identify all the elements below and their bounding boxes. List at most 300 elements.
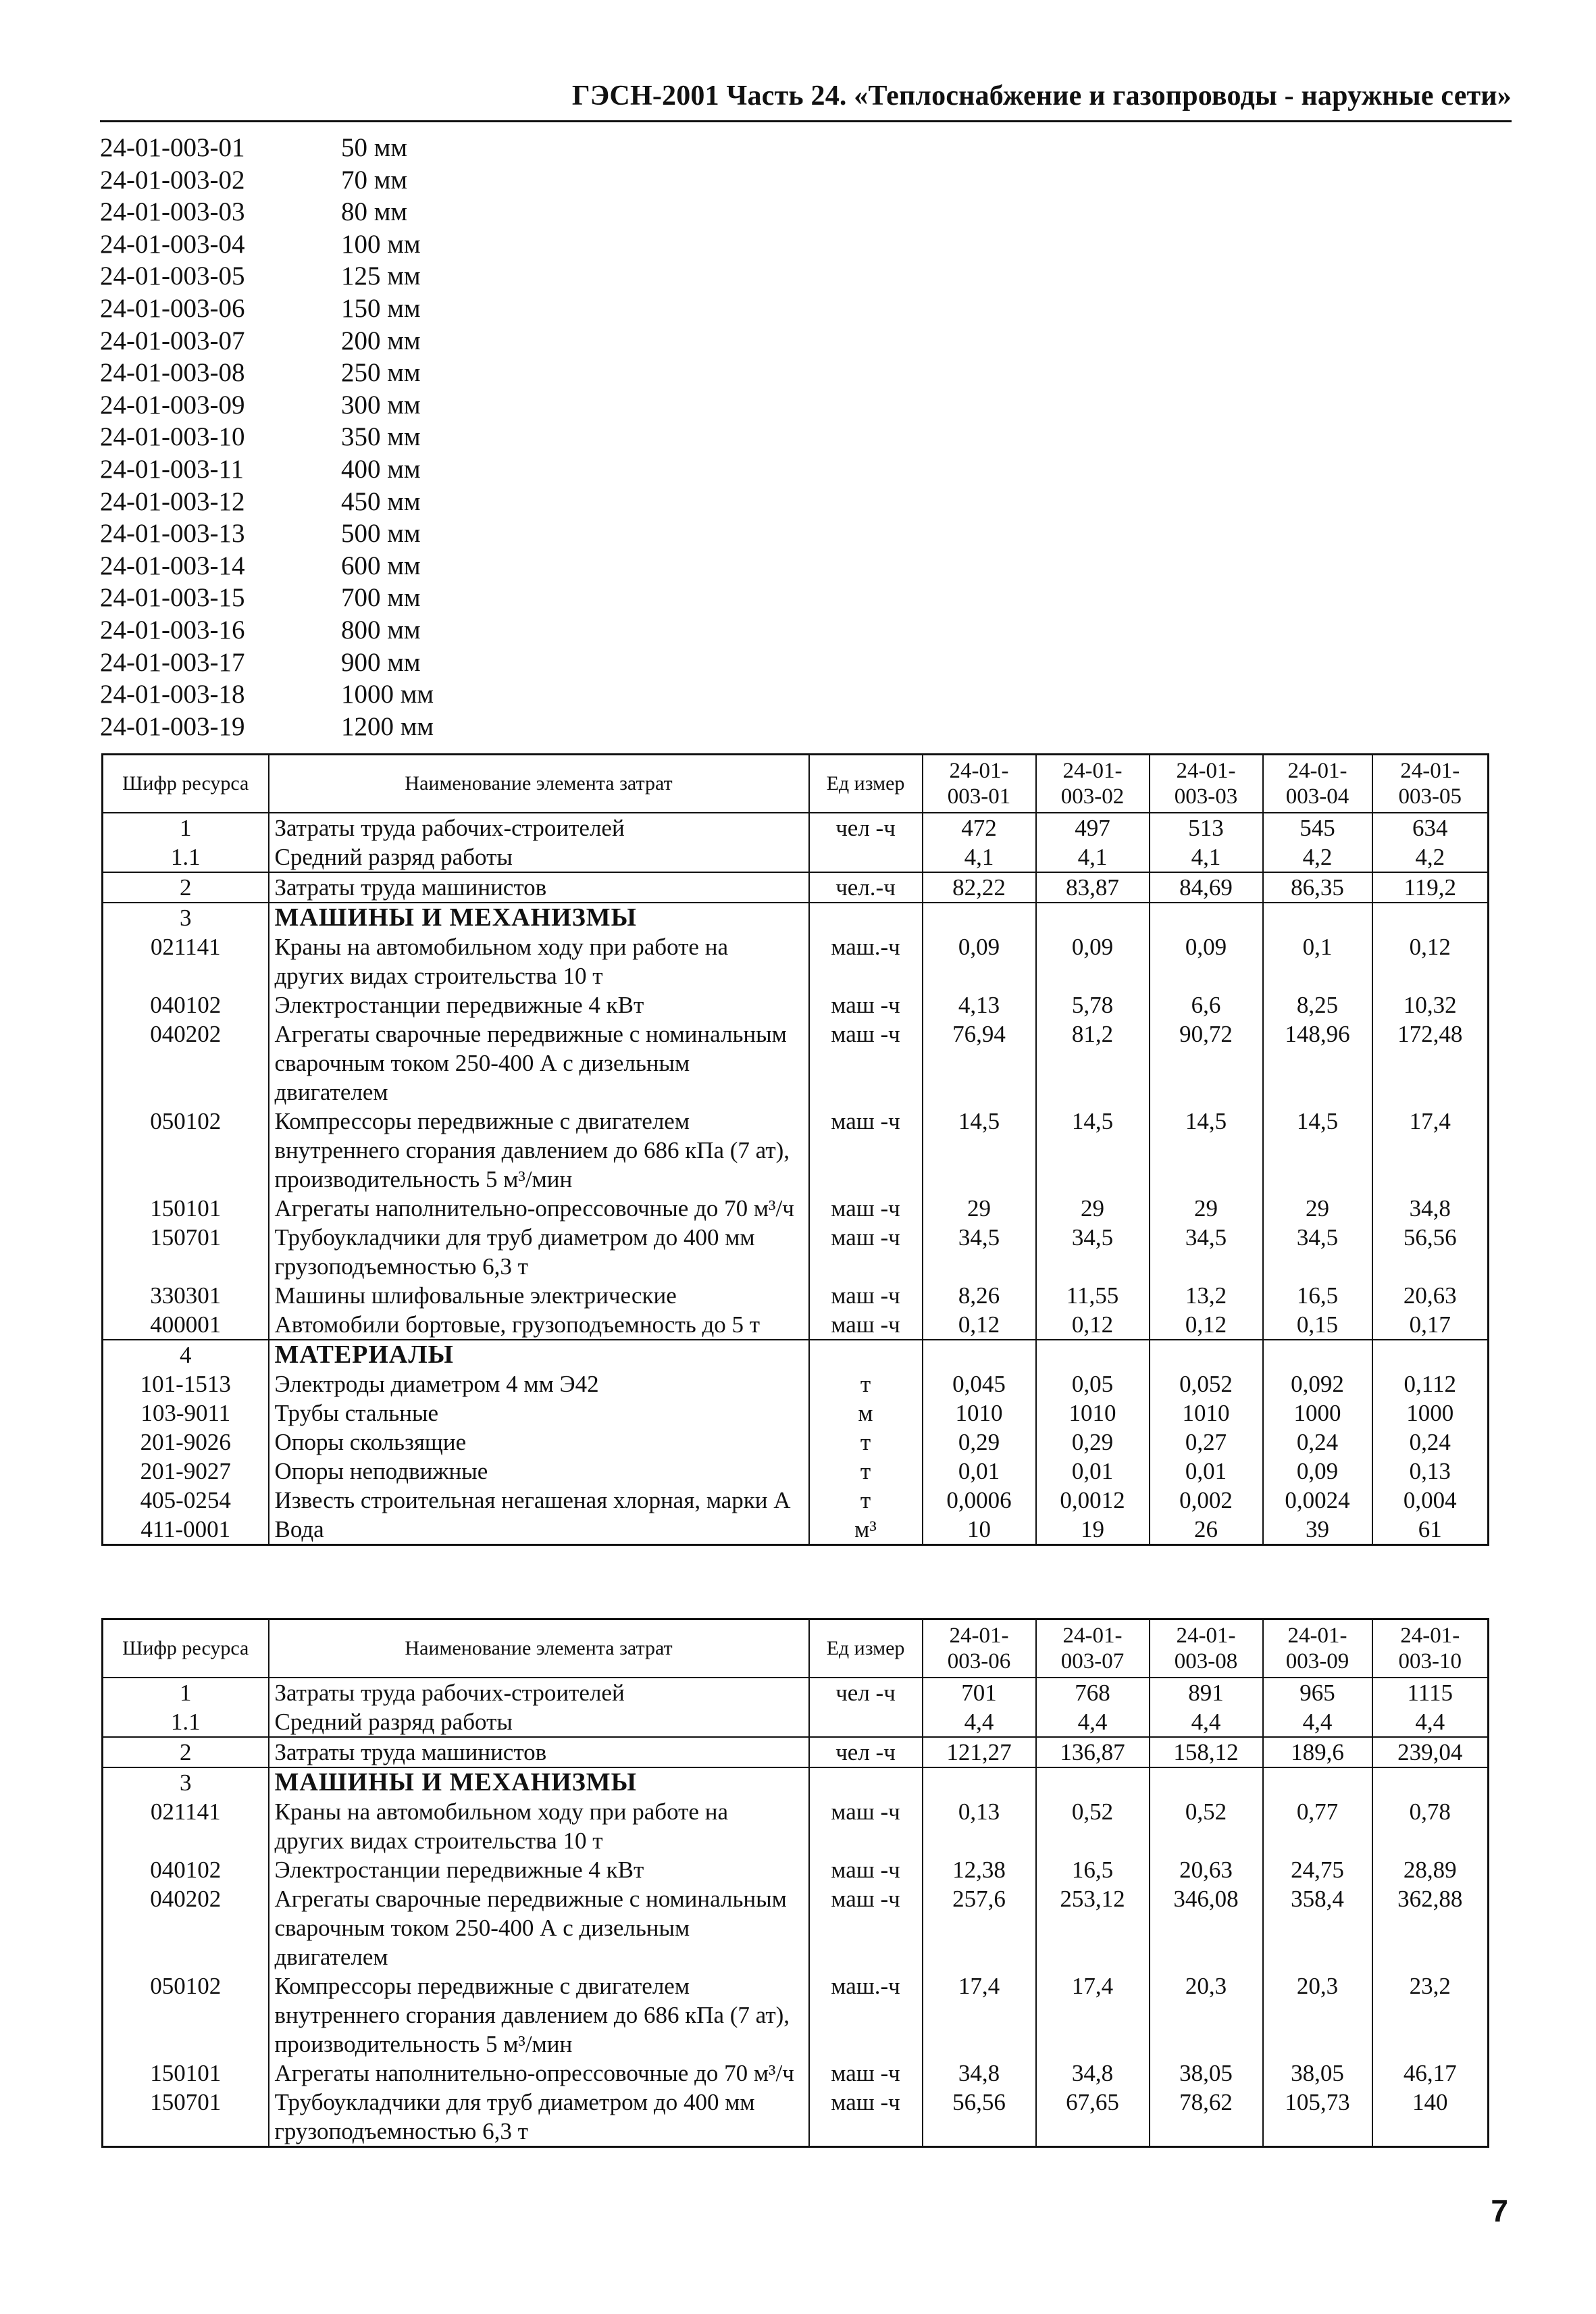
unit-cell: маш -ч [809,990,923,1020]
norm-code: 24-01-003-03 [100,197,245,227]
table-row [103,1855,1489,1884]
value-cell: 14,5 [1150,1107,1263,1194]
value-cell: 0,78 [1372,1797,1489,1855]
value-cell: 28,89 [1372,1855,1489,1884]
value-cell: 0,004 [1372,1486,1489,1515]
cost-element-cell: Опоры скользящие [269,1428,809,1457]
page-number: 7 [1491,2193,1508,2228]
value-cell: 0,112 [1372,1369,1489,1399]
value-cell: 1010 [923,1399,1036,1428]
resource-code-cell: 103-9011 [103,1399,269,1428]
value-cell: 0,09 [1150,932,1263,990]
value-cell: 1000 [1372,1399,1489,1428]
value-cell: 0,52 [1036,1797,1150,1855]
resource-table-2 [101,1618,1489,2148]
value-cell: 4,4 [1263,1707,1372,1737]
resource-code-cell: 021141 [103,932,269,990]
value-cell: 0,0012 [1036,1486,1150,1515]
norm-code-list [100,132,434,743]
value-cell: 1000 [1263,1399,1372,1428]
resource-code-cell: 400001 [103,1310,269,1340]
unit-cell: маш -ч [809,2088,923,2147]
table-row [103,903,1489,932]
unit-cell [809,1707,923,1737]
value-cell: 34,5 [923,1223,1036,1281]
table-row [103,1707,1489,1737]
value-cell [1372,903,1489,932]
unit-cell: маш -ч [809,1223,923,1281]
header-cost-element: Наименование элемента затрат [269,755,809,813]
resource-code-cell: 3 [103,903,269,932]
cost-element-cell: Электроды диаметром 4 мм Э42 [269,1369,809,1399]
cost-element-cell: МАШИНЫ И МЕХАНИЗМЫ [269,903,809,932]
cost-element-cell: Краны на автомобильном ходу при работе на других видах строительства 10 т [269,932,809,990]
norm-code: 24-01-003-06 [100,293,245,323]
value-cell: 768 [1036,1678,1150,1707]
resource-code-cell: 2 [103,1737,269,1767]
unit-cell: маш -ч [809,1855,923,1884]
pipe-diameter: 125 мм [341,261,421,291]
table-row [103,1020,1489,1107]
header-unit: Ед измер [809,755,923,813]
value-cell: 0,0006 [923,1486,1036,1515]
value-cell: 34,8 [923,2059,1036,2088]
table-row [103,1340,1489,1369]
value-cell: 1010 [1150,1399,1263,1428]
header-norm-code: 24-01- 003-06 [923,1619,1036,1678]
header-cost-element: Наименование элемента затрат [269,1619,809,1678]
resource-code-cell: 201-9027 [103,1457,269,1486]
cost-element-cell: МАШИНЫ И МЕХАНИЗМЫ [269,1767,809,1797]
value-cell: 16,5 [1263,1281,1372,1310]
pipe-diameter: 900 мм [341,647,421,677]
cost-element-cell: Затраты труда машинистов [269,1737,809,1767]
table-row [103,842,1489,872]
header-unit: Ед измер [809,1619,923,1678]
resource-code-cell: 040202 [103,1884,269,1971]
value-cell: 4,4 [1036,1707,1150,1737]
resource-code-cell: 150101 [103,2059,269,2088]
value-cell: 4,4 [1150,1707,1263,1737]
value-cell: 257,6 [923,1884,1036,1971]
unit-cell: маш -ч [809,1797,923,1855]
table-row [103,1369,1489,1399]
value-cell: 61 [1372,1515,1489,1545]
value-cell: 0,05 [1036,1369,1150,1399]
value-cell [1150,1767,1263,1797]
table-row [103,1971,1489,2059]
unit-cell: маш -ч [809,1884,923,1971]
value-cell: 20,3 [1263,1971,1372,2059]
value-cell: 4,1 [1150,842,1263,872]
pipe-diameter: 80 мм [341,197,408,227]
value-cell: 965 [1263,1678,1372,1707]
resource-code-cell: 050102 [103,1971,269,2059]
value-cell: 189,6 [1263,1737,1372,1767]
header-norm-code: 24-01- 003-01 [923,755,1036,813]
pipe-diameter: 1200 мм [341,711,434,741]
resource-code-cell: 1.1 [103,1707,269,1737]
cost-element-cell: Средний разряд работы [269,1707,809,1737]
value-cell: 0,09 [923,932,1036,990]
cost-element-cell: Затраты труда рабочих-строителей [269,1678,809,1707]
table-row [103,2059,1489,2088]
value-cell: 513 [1150,813,1263,842]
value-cell: 34,5 [1150,1223,1263,1281]
resource-code-cell: 405-0254 [103,1486,269,1515]
table-row [103,1399,1489,1428]
resource-code-cell: 050102 [103,1107,269,1194]
norm-code: 24-01-003-02 [100,165,245,195]
value-cell: 0,24 [1263,1428,1372,1457]
value-cell: 4,1 [923,842,1036,872]
norm-code: 24-01-003-09 [100,390,245,420]
norm-code: 24-01-003-16 [100,615,245,645]
cost-element-cell: Агрегаты наполнительно-опрессовочные до 70 м³/ч [269,1194,809,1223]
code-list-item [100,550,434,582]
code-list-item [100,582,434,614]
resource-code-cell: 2 [103,872,269,903]
value-cell: 46,17 [1372,2059,1489,2088]
table-row [103,1310,1489,1340]
cost-element-cell: Компрессоры передвижные с двигателем внутреннего сгорания давлением до 686 кПа (7 ат), производительность 5 м³/мин [269,1971,809,2059]
header-norm-code: 24-01- 003-07 [1036,1619,1150,1678]
value-cell: 362,88 [1372,1884,1489,1971]
norm-code: 24-01-003-13 [100,519,245,549]
value-cell: 20,63 [1372,1281,1489,1310]
value-cell: 0,092 [1263,1369,1372,1399]
cost-element-cell: Трубоукладчики для труб диаметром до 400 мм грузоподъемностью 6,3 т [269,1223,809,1281]
pipe-diameter: 400 мм [341,454,421,484]
value-cell: 0,01 [1150,1457,1263,1486]
value-cell: 701 [923,1678,1036,1707]
code-list-item [100,518,434,550]
code-list-item [100,260,434,293]
value-cell: 0,24 [1372,1428,1489,1457]
norm-code: 24-01-003-17 [100,647,245,677]
resource-code-cell: 1 [103,1678,269,1707]
value-cell [1263,1767,1372,1797]
code-list-item [100,614,434,647]
unit-cell: маш.-ч [809,932,923,990]
value-cell: 0,09 [1036,932,1150,990]
cost-element-cell: Автомобили бортовые, грузоподъемность до 5 т [269,1310,809,1340]
value-cell: 78,62 [1150,2088,1263,2147]
resource-code-cell: 150701 [103,1223,269,1281]
value-cell: 0,01 [923,1457,1036,1486]
norm-code: 24-01-003-01 [100,133,245,162]
value-cell: 17,4 [1372,1107,1489,1194]
pipe-diameter: 200 мм [341,326,421,355]
value-cell: 20,63 [1150,1855,1263,1884]
value-cell: 90,72 [1150,1020,1263,1107]
value-cell [1372,1767,1489,1797]
header-norm-code: 24-01- 003-04 [1263,755,1372,813]
value-cell: 239,04 [1372,1737,1489,1767]
resource-code-cell: 150101 [103,1194,269,1223]
value-cell: 0,15 [1263,1310,1372,1340]
value-cell [1036,1340,1150,1369]
value-cell: 0,1 [1263,932,1372,990]
table-row [103,1223,1489,1281]
resource-code-cell: 201-9026 [103,1428,269,1457]
value-cell: 172,48 [1372,1020,1489,1107]
header-norm-code: 24-01- 003-03 [1150,755,1263,813]
table-row [103,1107,1489,1194]
table-row [103,2088,1489,2147]
value-cell [1036,1767,1150,1797]
value-cell: 158,12 [1150,1737,1263,1767]
pipe-diameter: 70 мм [341,165,408,195]
pipe-diameter: 300 мм [341,390,421,420]
value-cell: 83,87 [1036,872,1150,903]
table-row [103,1194,1489,1223]
value-cell: 29 [1263,1194,1372,1223]
pipe-diameter: 600 мм [341,551,421,580]
value-cell: 34,8 [1036,2059,1150,2088]
resource-code-cell: 040102 [103,1855,269,1884]
header-norm-code: 24-01- 003-08 [1150,1619,1263,1678]
header-resource-code: Шифр ресурса [103,755,269,813]
value-cell: 119,2 [1372,872,1489,903]
cost-element-cell: Трубы стальные [269,1399,809,1428]
norm-code: 24-01-003-18 [100,680,245,709]
table-row [103,1281,1489,1310]
header-norm-code: 24-01- 003-09 [1263,1619,1372,1678]
pipe-diameter: 450 мм [341,486,421,516]
norm-code: 24-01-003-05 [100,261,245,291]
table-row [103,1486,1489,1515]
table-row [103,1457,1489,1486]
cost-element-cell: Затраты труда машинистов [269,872,809,903]
value-cell: 16,5 [1036,1855,1150,1884]
value-cell: 29 [923,1194,1036,1223]
value-cell: 0,12 [1036,1310,1150,1340]
pipe-diameter: 500 мм [341,519,421,549]
norm-code: 24-01-003-04 [100,229,245,259]
value-cell: 10,32 [1372,990,1489,1020]
table-row [103,872,1489,903]
table-row [103,1678,1489,1707]
value-cell: 14,5 [1036,1107,1150,1194]
unit-cell: м³ [809,1515,923,1545]
cost-element-cell: Трубоукладчики для труб диаметром до 400 мм грузоподъемностью 6,3 т [269,2088,809,2147]
cost-element-cell: Электростанции передвижные 4 кВт [269,990,809,1020]
value-cell: 1010 [1036,1399,1150,1428]
value-cell: 0,12 [923,1310,1036,1340]
value-cell [923,1767,1036,1797]
cost-element-cell: Компрессоры передвижные с двигателем внутреннего сгорания давлением до 686 кПа (7 ат), производительность 5 м³/мин [269,1107,809,1194]
value-cell: 0,045 [923,1369,1036,1399]
value-cell: 0,12 [1150,1310,1263,1340]
unit-cell: т [809,1457,923,1486]
unit-cell: чел -ч [809,1678,923,1707]
norm-code: 24-01-003-19 [100,711,245,741]
resource-code-cell: 101-1513 [103,1369,269,1399]
value-cell: 6,6 [1150,990,1263,1020]
cost-element-cell: Известь строительная негашеная хлорная, марки А [269,1486,809,1515]
code-list-item [100,453,434,486]
value-cell: 0,01 [1036,1457,1150,1486]
unit-cell: м [809,1399,923,1428]
value-cell: 136,87 [1036,1737,1150,1767]
value-cell: 140 [1372,2088,1489,2147]
unit-cell [809,1340,923,1369]
value-cell: 38,05 [1263,2059,1372,2088]
value-cell: 8,26 [923,1281,1036,1310]
value-cell: 56,56 [923,2088,1036,2147]
norm-code: 24-01-003-12 [100,486,245,516]
code-list-item [100,647,434,679]
value-cell [1150,903,1263,932]
value-cell: 0,52 [1150,1797,1263,1855]
value-cell: 1115 [1372,1678,1489,1707]
unit-cell: чел -ч [809,813,923,842]
value-cell: 121,27 [923,1737,1036,1767]
header-divider [100,120,1512,122]
value-cell: 23,2 [1372,1971,1489,2059]
value-cell: 24,75 [1263,1855,1372,1884]
value-cell: 4,4 [1372,1707,1489,1737]
unit-cell: маш -ч [809,1107,923,1194]
value-cell: 8,25 [1263,990,1372,1020]
pipe-diameter: 700 мм [341,583,421,613]
unit-cell [809,842,923,872]
value-cell: 19 [1036,1515,1150,1545]
value-cell: 29 [1036,1194,1150,1223]
value-cell: 4,2 [1372,842,1489,872]
value-cell: 0,002 [1150,1486,1263,1515]
header-norm-code: 24-01- 003-10 [1372,1619,1489,1678]
pipe-diameter: 800 мм [341,615,421,645]
value-cell: 634 [1372,813,1489,842]
value-cell: 34,5 [1036,1223,1150,1281]
value-cell: 0,13 [923,1797,1036,1855]
cost-element-cell: Машины шлифовальные электрические [269,1281,809,1310]
code-list-item [100,678,434,711]
norm-code: 24-01-003-11 [100,454,244,484]
unit-cell [809,1767,923,1797]
value-cell: 86,35 [1263,872,1372,903]
value-cell: 20,3 [1150,1971,1263,2059]
code-list-item [100,357,434,389]
code-list-item [100,486,434,518]
value-cell: 545 [1263,813,1372,842]
resource-code-cell: 4 [103,1340,269,1369]
norm-code: 24-01-003-07 [100,326,245,355]
value-cell [1263,903,1372,932]
value-cell: 14,5 [1263,1107,1372,1194]
cost-element-cell: Вода [269,1515,809,1545]
header-resource-code: Шифр ресурса [103,1619,269,1678]
unit-cell: т [809,1428,923,1457]
pipe-diameter: 250 мм [341,358,421,388]
code-list-item [100,132,434,164]
value-cell: 105,73 [1263,2088,1372,2147]
value-cell: 4,13 [923,990,1036,1020]
value-cell: 253,12 [1036,1884,1150,1971]
value-cell [1263,1340,1372,1369]
value-cell: 358,4 [1263,1884,1372,1971]
resource-code-cell: 3 [103,1767,269,1797]
value-cell: 4,1 [1036,842,1150,872]
value-cell [923,903,1036,932]
table-row [103,1515,1489,1545]
unit-cell: маш.-ч [809,1971,923,2059]
table-row [103,1767,1489,1797]
value-cell: 148,96 [1263,1020,1372,1107]
value-cell: 82,22 [923,872,1036,903]
value-cell: 0,13 [1372,1457,1489,1486]
value-cell: 0,0024 [1263,1486,1372,1515]
value-cell: 0,12 [1372,932,1489,990]
value-cell: 4,2 [1263,842,1372,872]
unit-cell [809,903,923,932]
table-row [103,1737,1489,1767]
code-list-item [100,228,434,261]
cost-element-cell: Затраты труда рабочих-строителей [269,813,809,842]
value-cell: 0,052 [1150,1369,1263,1399]
value-cell: 891 [1150,1678,1263,1707]
code-list-item [100,421,434,453]
cost-element-cell: Электростанции передвижные 4 кВт [269,1855,809,1884]
cost-element-cell: Краны на автомобильном ходу при работе на других видах строительства 10 т [269,1797,809,1855]
code-list-item [100,325,434,357]
cost-element-cell: Средний разряд работы [269,842,809,872]
pipe-diameter: 1000 мм [341,680,434,709]
header-norm-code: 24-01- 003-05 [1372,755,1489,813]
norm-code: 24-01-003-14 [100,551,245,580]
unit-cell: чел -ч [809,1737,923,1767]
value-cell [1036,903,1150,932]
pipe-diameter: 100 мм [341,229,421,259]
cost-element-cell: Агрегаты наполнительно-опрессовочные до 70 м³/ч [269,2059,809,2088]
table-row [103,932,1489,990]
page-header-title: ГЭСН-2001 Часть 24. «Теплоснабжение и газопроводы - наружные сети» [571,80,1512,111]
pipe-diameter: 150 мм [341,293,421,323]
table-row [103,813,1489,842]
cost-element-cell: Агрегаты сварочные передвижные с номинальным сварочным током 250-400 А с дизельным двигателем [269,1020,809,1107]
unit-cell: т [809,1369,923,1399]
value-cell: 10 [923,1515,1036,1545]
value-cell: 497 [1036,813,1150,842]
value-cell: 5,78 [1036,990,1150,1020]
unit-cell: маш -ч [809,1310,923,1340]
resource-code-cell: 040102 [103,990,269,1020]
value-cell: 34,8 [1372,1194,1489,1223]
resource-table-1 [101,753,1489,1546]
code-list-item [100,389,434,422]
value-cell: 12,38 [923,1855,1036,1884]
value-cell: 0,17 [1372,1310,1489,1340]
value-cell: 84,69 [1150,872,1263,903]
value-cell: 0,29 [923,1428,1036,1457]
value-cell: 0,29 [1036,1428,1150,1457]
unit-cell: маш -ч [809,2059,923,2088]
value-cell: 76,94 [923,1020,1036,1107]
value-cell: 38,05 [1150,2059,1263,2088]
resource-code-cell: 1 [103,813,269,842]
value-cell: 29 [1150,1194,1263,1223]
unit-cell: чел.-ч [809,872,923,903]
norm-code: 24-01-003-08 [100,358,245,388]
value-cell: 13,2 [1150,1281,1263,1310]
value-cell: 17,4 [1036,1971,1150,2059]
value-cell [1150,1340,1263,1369]
resource-code-cell: 150701 [103,2088,269,2147]
value-cell: 346,08 [1150,1884,1263,1971]
value-cell: 14,5 [923,1107,1036,1194]
